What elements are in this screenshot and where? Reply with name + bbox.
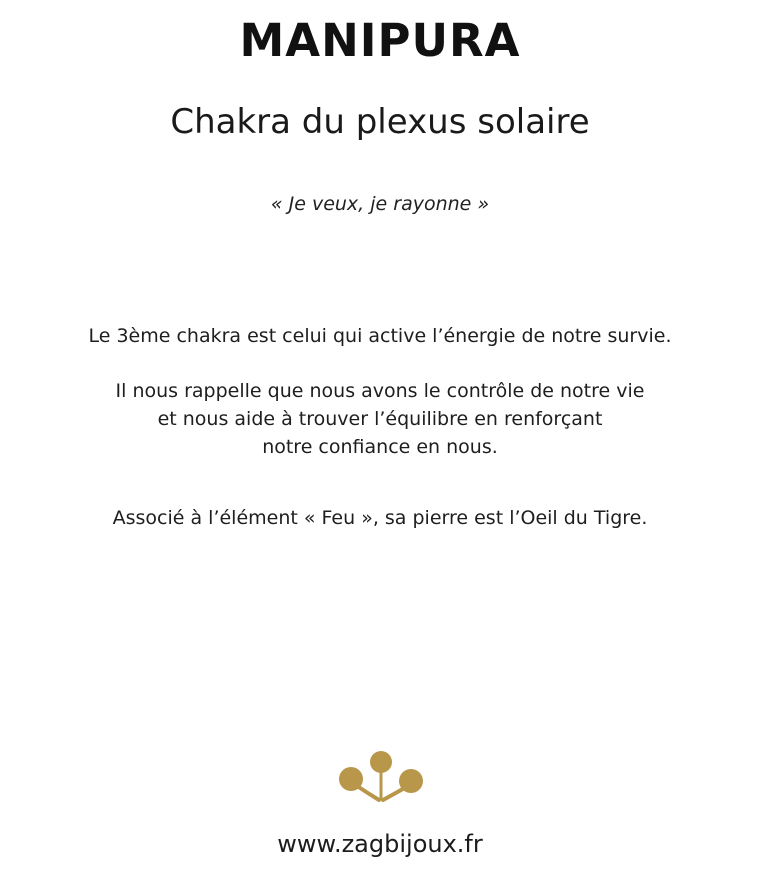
motto-quote: « Je veux, je rayonne » [270, 193, 490, 215]
paragraph-line: et nous aide à trouver l’équilibre en renforçant [157, 408, 603, 430]
page-subtitle: Chakra du plexus solaire [170, 102, 590, 142]
page-title: MANIPURA [239, 14, 521, 67]
paragraph-balance [0, 377, 760, 461]
paragraph-element [0, 504, 760, 532]
website-url: www.zagbijoux.fr [277, 830, 483, 858]
three-dot-branch-icon [336, 748, 426, 804]
paragraph-line: Le 3ème chakra est celui qui active l’énergie de notre survie. [88, 325, 672, 347]
paragraph-line: Associé à l’élément « Feu », sa pierre est l’Oeil du Tigre. [112, 507, 648, 529]
paragraph-line: notre confiance en nous. [262, 436, 498, 458]
paragraph-line: Il nous rappelle que nous avons le contrôle de notre vie [115, 380, 645, 402]
paragraph-survival [0, 322, 760, 350]
